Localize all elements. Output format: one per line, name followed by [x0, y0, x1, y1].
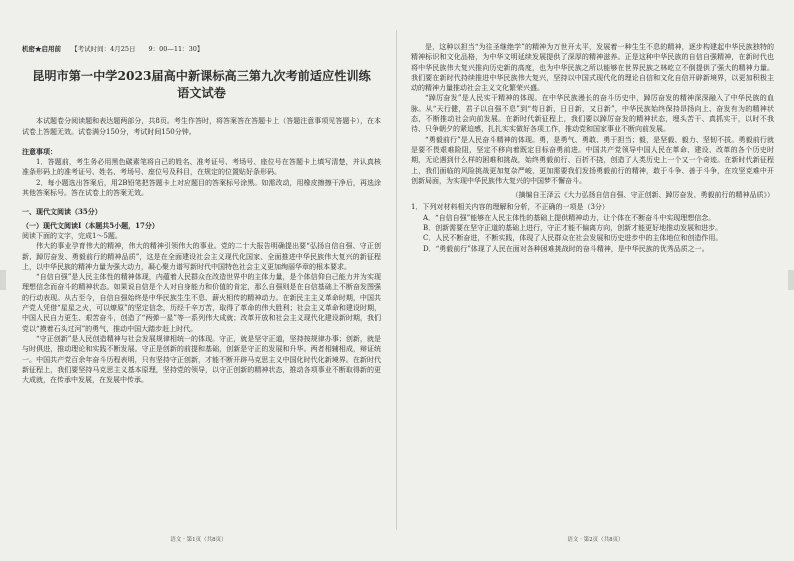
- header-line: [22, 44, 381, 54]
- notice-item: 2．每小题选出答案后，用2B铅笔把答题卡上对应题目的答案标号涂黑。如需改动，用橡皮擦擦干净后，再选涂其他答案标号。答在试卷上的答案无效。: [22, 178, 381, 198]
- page-footer-right: 语文 · 第2页（共8页）: [567, 536, 624, 543]
- question-option-d: D．“勇毅前行”体现了人民在面对各种困难挑战时的奋斗精神，是中华民族的优秀品质之一。: [423, 244, 709, 253]
- page-footer-left: 语文 · 第1页（共8页）: [170, 536, 227, 543]
- passage-paragraph: “踔厉奋发”是人民实干精神的体现。在中华民族漫长的奋斗历史中，踔厉奋发的精神深深融入了中华民族的血脉。从“天行健，君子以自强不息”到“苟日新，日日新，又日新”，中华民族始终保持昂扬向上、奋发有为的精神状态，不断推动社会向前发展。在新时代新征程上，我们要以踔厉奋发的精神状态，埋头苦干、真抓实干，以时不我待、只争朝夕的紧迫感，扎扎实实做好各项工作，推动党和国家事业不断向前发展。: [411, 94, 774, 134]
- notice-item: 1．答题前，考生务必用黑色碳素笔将自己的姓名、准考证号、考场号、座位号在答题卡上填写清楚，并认真核准条形码上的准考证号、姓名、考场号、座位号及科目，在规定的位置贴好条形码。: [22, 158, 381, 177]
- exam-subtitle: 语文试卷: [177, 86, 226, 101]
- passage-paragraph: 是，这种以担当“为往圣继绝学”的精神为万世开太平，发展着一种生生不息的精神，逐步构建起中华民族独特的精神标识和文化品格，为中华文明延续发展提供了深厚的精神滋养。正是这种中华民族的自信自强精神，在新时代也将中华民族伟大复兴推向历史新的高度，也为中华民族之所以能够在世界民族之林屹立不倒提供了强大的精神力量。我们要在新时代持续推进中华民族伟大复兴，坚持以中国式现代化的理论自信和文化自信开辟新境界，以更加积极主动的精神力量推动社会主义文化繁荣兴盛。: [411, 43, 774, 93]
- passage-paragraph: “守正创新”是人民创造精神与社会发展规律相统一的体现。守正，就是坚守正道，坚持按规律办事；创新，就是与时俱进，推动理论和实践不断发展。守正是创新的前提和基础，创新是守正的发展和升华。两者相辅相成，辩证统一。中国共产党百余年奋斗历程表明，只有坚持守正创新，才能不断开辟马克思主义中国化时代化新境界。在新时代新征程上，我们要坚持马克思主义基本原理，坚持党的领导，以守正创新的精神状态，推动各项事业不断取得新的更大成就，在传承中发展，在发展中传承。: [22, 334, 381, 385]
- confidential-tag: 机密★启用前: [22, 45, 61, 53]
- passage-paragraph: “勇毅前行”是人民奋斗精神的体现。勇，是勇气、勇敢、勇于担当；毅，是坚毅、毅力、坚韧不拔。勇毅前行就是要不畏艰难险阻，坚定不移向着既定目标奋勇前进。中国共产党领导中国人民在革命、建设、改革的各个历史时期，无论遇到什么样的困难和挑战，始终勇毅前行、百折不挠，创造了人类历史上一个又一个奇迹。在新时代新征程上，我们面临的风险挑战更加复杂严峻，更加需要我们发扬勇毅前行的精神，敢于斗争、善于斗争，在攻坚克难中开创新局面，为实现中华民族伟大复兴的中国梦不懈奋斗。: [411, 135, 774, 185]
- notice-heading: 注意事项：: [22, 146, 57, 156]
- passage-paragraph: 伟大的事业孕育伟大的精神，伟大的精神引领伟大的事业。党的二十大报告明确提出要“弘扬自信自强、守正创新、踔厉奋发、勇毅前行的精神品质”，这是在全面建设社会主义现代化国家、全面推进中华民族伟大复兴的新征程上，以中华民族的精神力量为强大动力，凝心聚力谱写新时代中国特色社会主义更加绚丽华章的根本要求。: [22, 242, 381, 271]
- page-right: [397, 0, 794, 561]
- exam-time: 【考试时间：4月25日 9：00—11：30】: [71, 45, 204, 53]
- question-stem: 1．下列对材料相关内容的理解和分析，不正确的一项是（3分）: [411, 203, 609, 212]
- intro-text: 本试题卷分阅读题和表达题两部分，共8页。考生作答时，将答案答在答题卡上（答题注意事项见答题卡），在本试卷上答题无效。试卷满分150分，考试时间150分钟。: [22, 117, 381, 136]
- question-option-a: A．“自信自强”能够在人民主体性的基础上提供精神动力，让个体在不断奋斗中实现理想信念。: [423, 213, 716, 222]
- question-option-b: B．创新需要在坚守正道的基础上进行，守正才能不偏离方向，创新才能更好地推动发展和进步。: [423, 224, 723, 233]
- passage-paragraph: “自信自强”是人民主体性的精神体现，内蕴着人民群众在改造世界中的主体力量，是个体信仰自己能力并为实现理想信念而奋斗的精神状态。如果说自信是个人对自身能力和价值的肯定，那么自强则是在自信基础上不断奋发图强的行动表现。从古至今，自信自强始终是中华民族生生不息、薪火相传的精神动力。在新民主主义革命时期，中国共产党人凭借“星星之火，可以燎原”的坚定信念，历经千辛万苦，取得了革命的伟大胜利；社会主义革命和建设时期，中国人民自力更生、艰苦奋斗，创造了“两弹一星”等一系列伟大成就；改革开放和社会主义现代化建设新时期，我们党以“摸着石头过河”的勇气，推动中国大踏步赶上时代。: [22, 273, 381, 333]
- section-heading: 一、现代文阅读（35分）: [22, 207, 102, 217]
- question-option-c: C．人民不断奋进，不断实践，体现了人民群众在社会发展和历史进步中的主体地位和创造作用。: [423, 234, 723, 243]
- subsection-heading: （一）现代文阅读Ⅰ（本题共5小题，17分）: [22, 220, 159, 230]
- reading-instruction: 阅读下面的文字，完成1～5题。: [22, 231, 122, 240]
- exam-title: 昆明市第一中学2023届高中新课标高三第九次考前适应性训练: [32, 69, 371, 84]
- passage-source: （摘编自王泽云《大力弘扬自信自强、守正创新、踔厉奋发、勇毅前行的精神品质》）: [511, 191, 774, 200]
